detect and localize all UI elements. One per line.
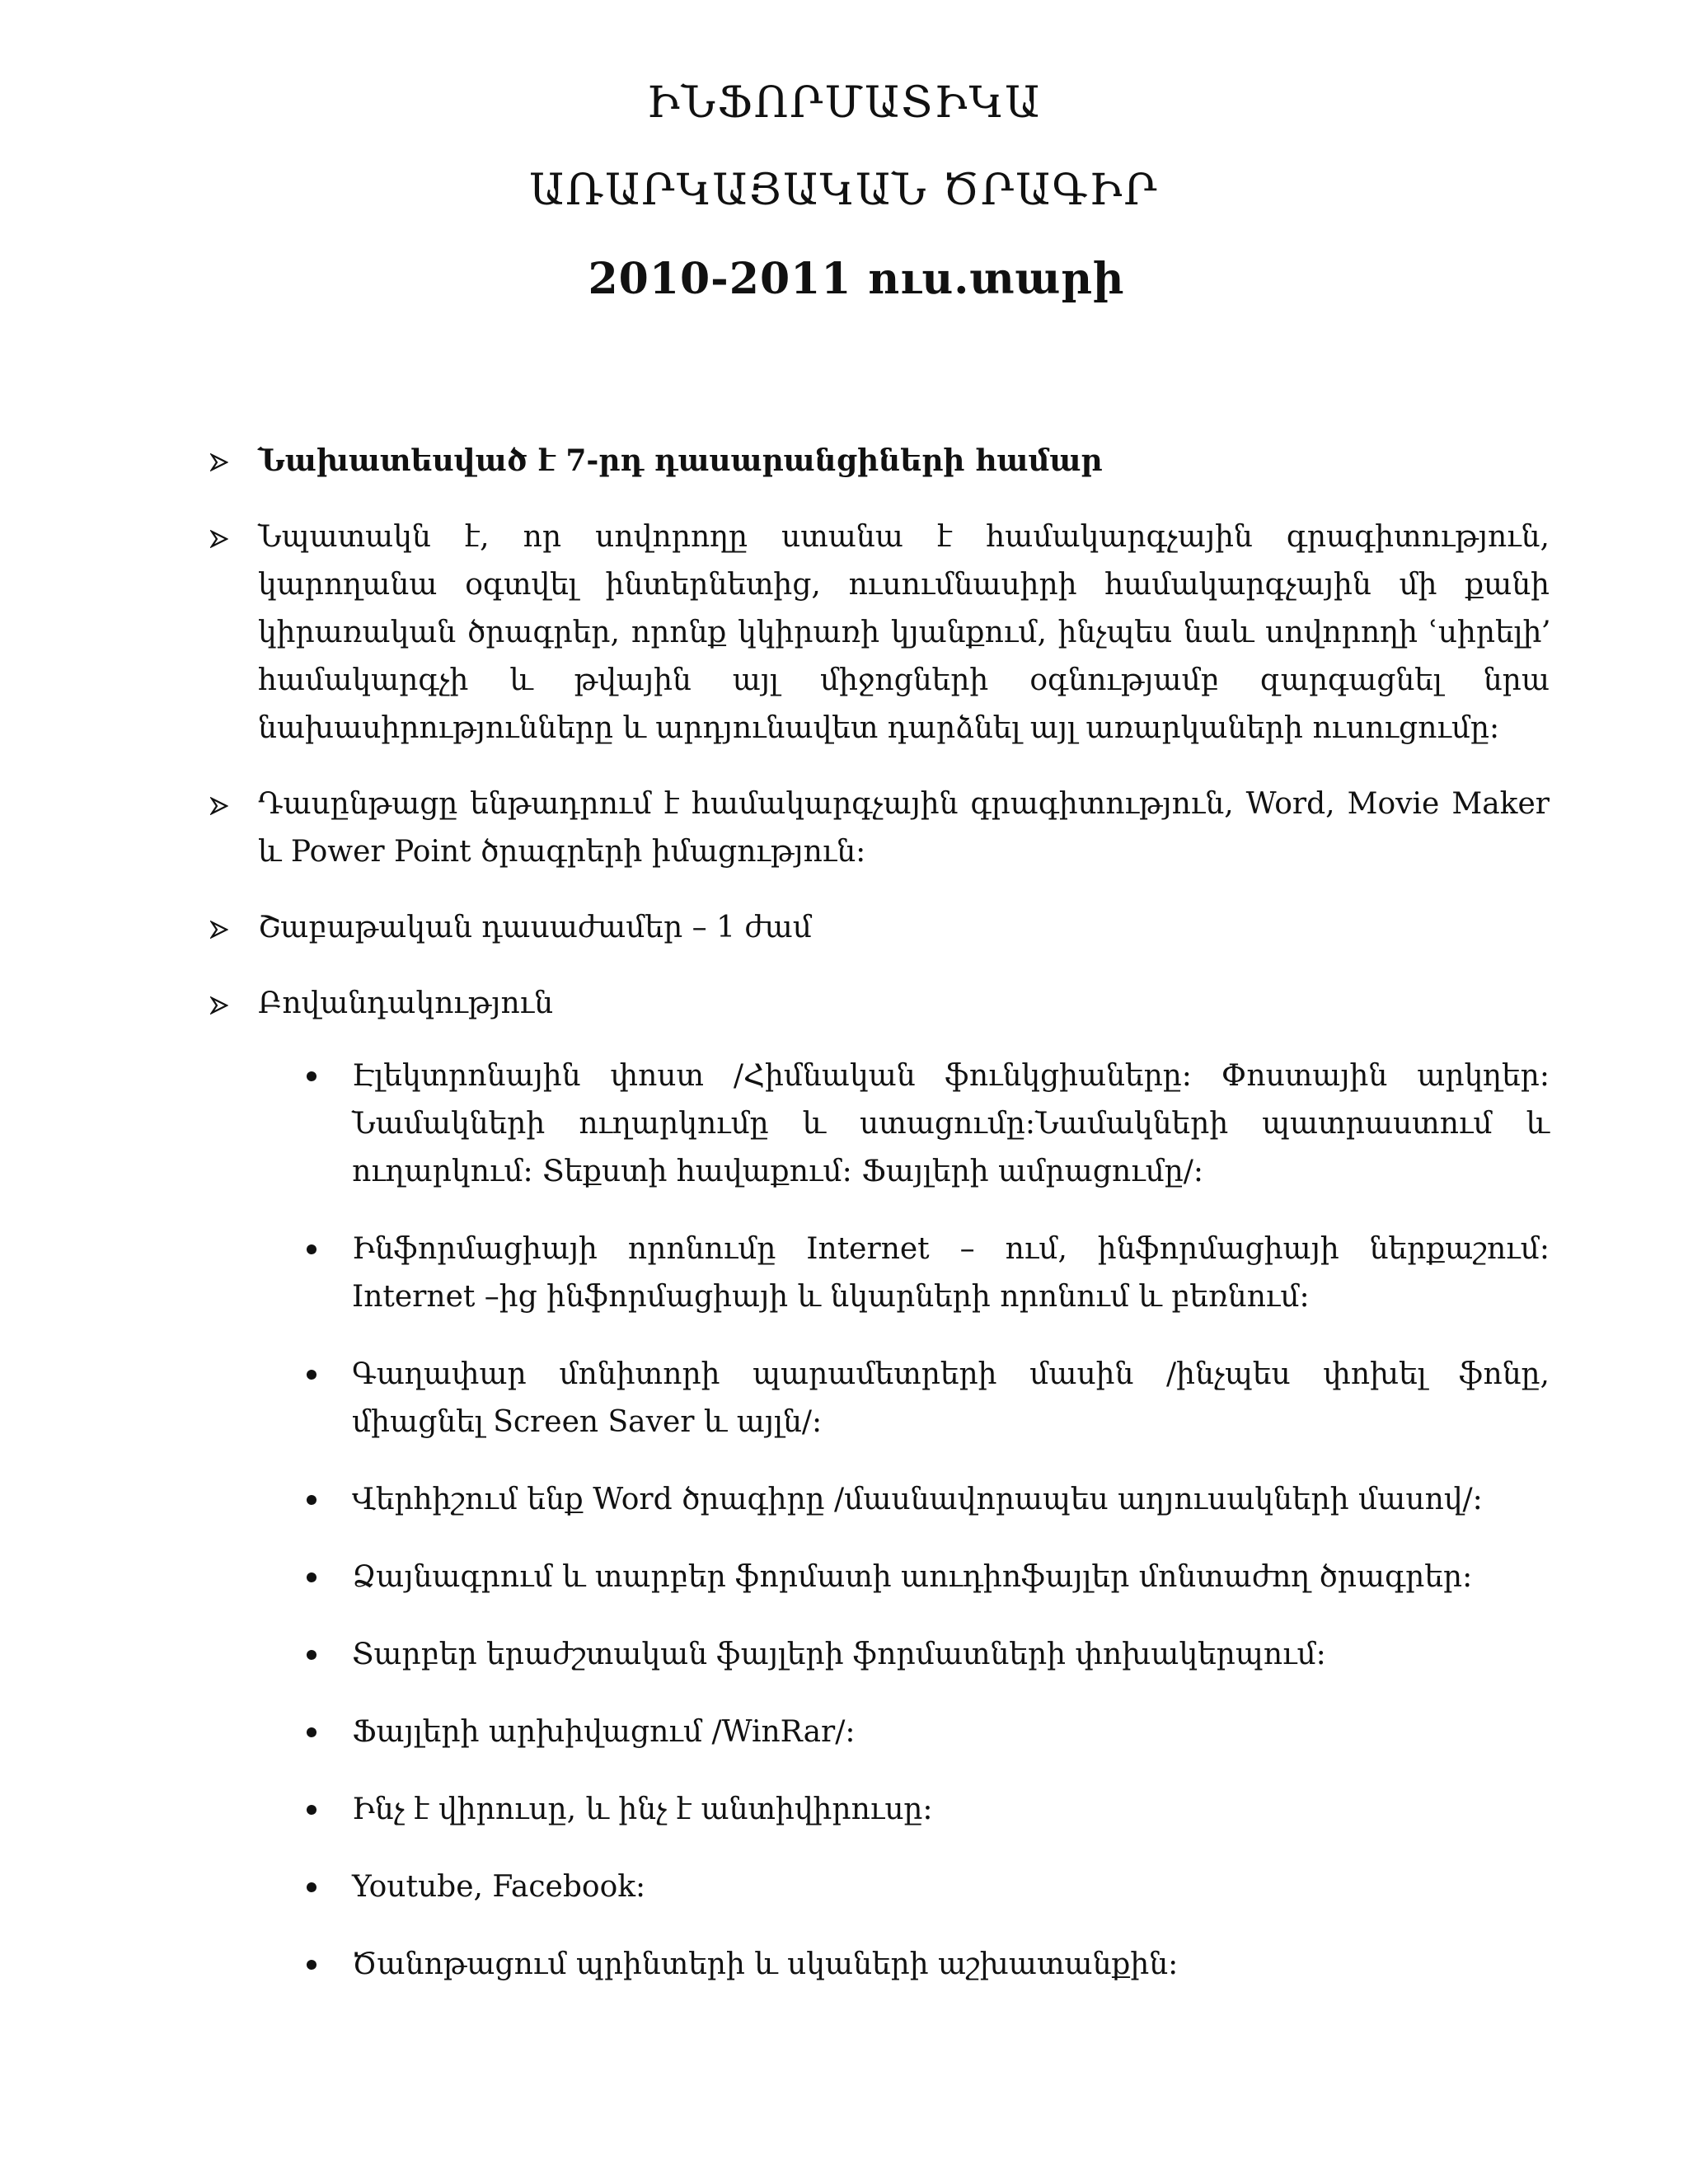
section-audience (210, 437, 1550, 485)
document-body (210, 437, 1550, 2018)
round-bullet-icon (307, 1370, 316, 1380)
round-bullet-icon (307, 1805, 316, 1815)
round-bullet-icon (307, 1071, 316, 1081)
section-text: Շաբաթական դասաժամեր – 1 ժամ (258, 911, 812, 944)
round-bullet-icon (307, 1244, 316, 1254)
list-item-text: Ինչ է վիրուսը, և ինչ է անտիվիրուսը: (352, 1793, 933, 1826)
arrowhead-bullet-icon (210, 437, 235, 485)
list-item-text: Տարբեր երաժշտական ֆայլերի ֆորմատների փոխակերպում: (352, 1638, 1326, 1671)
list-item-text: Youtube, Facebook: (352, 1870, 646, 1904)
list-item (307, 1941, 1550, 1989)
section-text: Նպատակն է, որ սովորողը ստանա է համակարգչային գրագիտություն, կարողանա օգտվել ինտերնետից, ուսումնասիրի համակարգչային մի քանի կիրառական ծրագրեր, որոնք կկիրառի կյանքում, ինչպես նաև սովորողի ՙսիրելի՚ համակարգչի և թվային այլ միջոցների օգնությամբ զարգացնել նրա նախասիրությունները և արդյունավետ դարձնել այլ առարկաների ուսուցումը։ (258, 520, 1550, 745)
arrowhead-bullet-icon (210, 780, 235, 828)
section-text: Դասընթացը ենթադրում է համակարգչային գրագիտություն, Word, Movie Maker և Power Point ծրագրերի իմացություն: (258, 787, 1550, 869)
list-item-text: Ինֆորմացիայի որոնումը Internet – ում, ինֆորմացիայի ներքաշում: Internet –ից ինֆորմացիայի և նկարների որոնում և բեռնում: (352, 1232, 1550, 1314)
list-item (307, 1351, 1550, 1446)
contents-list (210, 1052, 1550, 1989)
document-subtitle: ԱՌԱՐԿԱՅԱԿԱՆ ԾՐԱԳԻՐ (529, 166, 1159, 215)
round-bullet-icon (307, 1960, 316, 1970)
list-item (307, 1554, 1550, 1601)
document-header (0, 78, 1688, 304)
list-item-text: Ձայնագրում և տարբեր ֆորմատի աուդիոֆայլեր մոնտաժող ծրագրեր: (352, 1560, 1473, 1594)
round-bullet-icon (307, 1650, 316, 1660)
section-prerequisites (210, 780, 1550, 876)
round-bullet-icon (307, 1572, 316, 1582)
list-item (307, 1476, 1550, 1524)
list-item (307, 1863, 1550, 1911)
section-text: Բովանդակություն (258, 987, 554, 1020)
academic-year: 2010-2011 ուս.տարի (588, 254, 1125, 304)
round-bullet-icon (307, 1882, 316, 1892)
list-item (307, 1052, 1550, 1196)
list-item (307, 1786, 1550, 1834)
list-item-text: Վերհիշում ենք Word ծրագիրը /մասնավորապես աղյուսակների մասով/: (352, 1483, 1483, 1516)
list-item (307, 1226, 1550, 1321)
round-bullet-icon (307, 1727, 316, 1737)
round-bullet-icon (307, 1495, 316, 1505)
section-goal (210, 513, 1550, 752)
list-item-text: Էլեկտրոնային փոստ /Հիմնական ֆունկցիաները: Փոստային արկղեր: Նամակների ուղարկումը և ստացումը:Նամակների պատրաստում և ուղարկում: Տեքստի հավաքում: Ֆայլերի ամրացումը/: (352, 1059, 1550, 1188)
list-item-text: Ֆայլերի արխիվացում /WinRar/: (352, 1715, 856, 1749)
section-contents-heading (210, 980, 1550, 1028)
arrowhead-bullet-icon (210, 980, 235, 1028)
list-item-text: Ծանոթացում պրինտերի և սկաների աշխատանքին: (352, 1947, 1179, 1981)
arrowhead-bullet-icon (210, 513, 235, 561)
section-weekly-hours (210, 904, 1550, 952)
document-title: ԻՆՖՈՐՄԱՏԻԿԱ (646, 78, 1042, 128)
list-item-text: Գաղափար մոնիտորի պարամետրերի մասին /ինչպես փոխել ֆոնը, միացնել Screen Saver և այլն/: (352, 1357, 1550, 1439)
arrowhead-bullet-icon (210, 904, 235, 952)
list-item (307, 1708, 1550, 1756)
list-item (307, 1631, 1550, 1679)
section-text: Նախատեսված է 7-րդ դասարանցիների համար (258, 443, 1103, 478)
